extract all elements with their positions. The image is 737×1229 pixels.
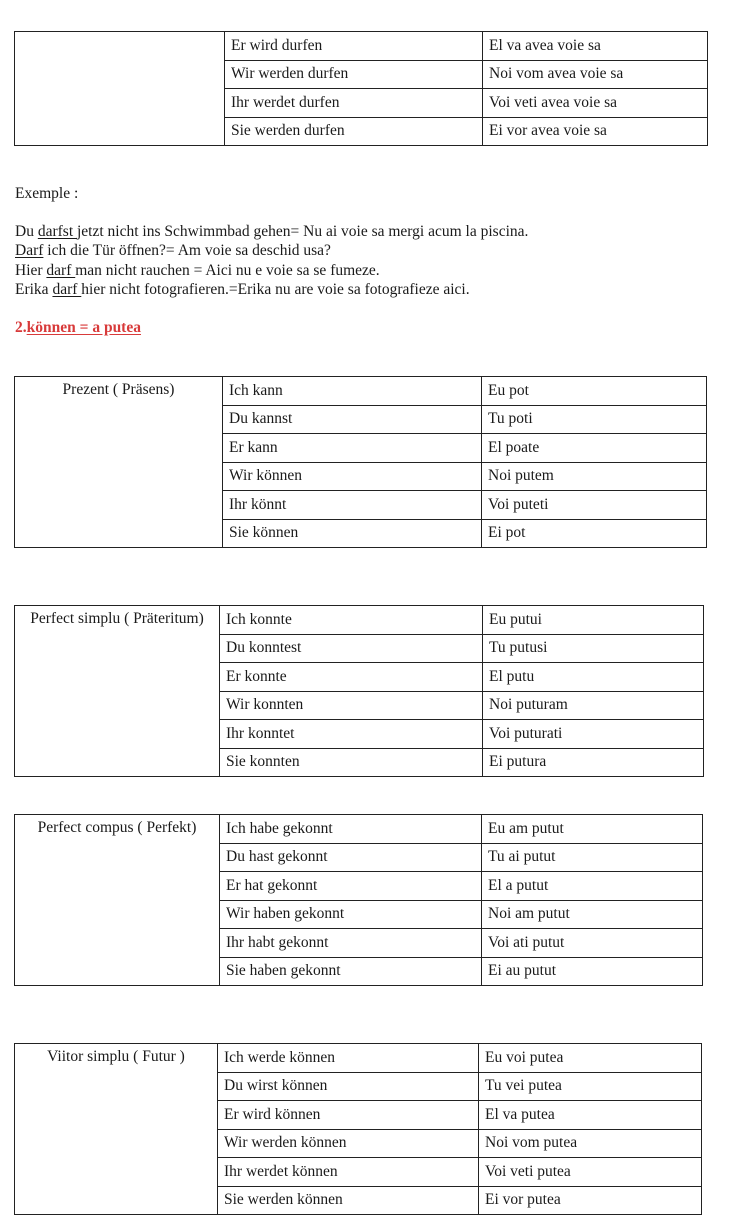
romanian-form: Eu putui bbox=[483, 606, 704, 635]
tense-cell bbox=[15, 32, 225, 146]
section-title: können = a putea bbox=[26, 319, 141, 336]
romanian-form: El putu bbox=[483, 663, 704, 692]
modal-verb: darfst bbox=[37, 223, 77, 240]
examples-heading: Exemple : bbox=[15, 185, 79, 202]
romanian-form: Tu ai putut bbox=[482, 843, 703, 872]
german-form: Du kannst bbox=[223, 405, 482, 434]
romanian-form: Noi puturam bbox=[483, 691, 704, 720]
german-form: Sie konnten bbox=[220, 748, 483, 777]
romanian-form: Eu voi putea bbox=[479, 1044, 702, 1073]
romanian-form: Ei vor avea voie sa bbox=[483, 117, 708, 146]
table-row bbox=[15, 815, 703, 844]
german-form: Sie können bbox=[223, 519, 482, 548]
modal-verb: darf bbox=[46, 262, 76, 279]
section-heading bbox=[15, 318, 141, 337]
german-form: Du wirst können bbox=[218, 1072, 479, 1101]
example-sentence: Du darfst jetzt nicht ins Schwimmbad gehen= Nu ai voie sa mergi acum la piscina. bbox=[15, 223, 529, 240]
romanian-form: El va avea voie sa bbox=[483, 32, 708, 61]
german-form: Ihr könnt bbox=[223, 491, 482, 520]
example-sentence: Hier darf man nicht rauchen = Aici nu e voie sa se fumeze. bbox=[15, 262, 380, 279]
romanian-form: Noi vom avea voie sa bbox=[483, 60, 708, 89]
german-form: Sie werden durfen bbox=[225, 117, 483, 146]
modal-verb: Darf bbox=[15, 242, 44, 259]
romanian-form: Tu vei putea bbox=[479, 1072, 702, 1101]
romanian-form: Noi am putut bbox=[482, 900, 703, 929]
romanian-form: Eu pot bbox=[482, 377, 707, 406]
romanian-form: Noi putem bbox=[482, 462, 707, 491]
romanian-form: Tu putusi bbox=[483, 634, 704, 663]
german-form: Du konntest bbox=[220, 634, 483, 663]
german-form: Wir werden können bbox=[218, 1129, 479, 1158]
romanian-form: Voi puteti bbox=[482, 491, 707, 520]
table-row bbox=[15, 606, 704, 635]
table-row bbox=[15, 32, 708, 61]
german-form: Er wird können bbox=[218, 1101, 479, 1130]
german-form: Ihr werdet können bbox=[218, 1158, 479, 1187]
german-form: Ich habe gekonnt bbox=[220, 815, 482, 844]
german-form: Wir werden durfen bbox=[225, 60, 483, 89]
romanian-form: Ei pot bbox=[482, 519, 707, 548]
romanian-form: El a putut bbox=[482, 872, 703, 901]
prateritum-table bbox=[14, 605, 704, 777]
german-form: Er hat gekonnt bbox=[220, 872, 482, 901]
romanian-form: Voi puturati bbox=[483, 720, 704, 749]
romanian-form: Voi veti putea bbox=[479, 1158, 702, 1187]
german-form: Er wird durfen bbox=[225, 32, 483, 61]
german-form: Du hast gekonnt bbox=[220, 843, 482, 872]
german-form: Ich konnte bbox=[220, 606, 483, 635]
romanian-form: Voi veti avea voie sa bbox=[483, 89, 708, 118]
german-form: Ich kann bbox=[223, 377, 482, 406]
table-row bbox=[15, 1044, 702, 1073]
table-row bbox=[15, 377, 707, 406]
modal-verb: darf bbox=[52, 281, 82, 298]
romanian-form: Voi ati putut bbox=[482, 929, 703, 958]
tense-cell: Prezent ( Präsens) bbox=[15, 377, 223, 548]
german-form: Sie werden können bbox=[218, 1186, 479, 1215]
durfen-futur-table bbox=[14, 31, 708, 146]
german-form: Er konnte bbox=[220, 663, 483, 692]
romanian-form: Eu am putut bbox=[482, 815, 703, 844]
romanian-form: El poate bbox=[482, 434, 707, 463]
romanian-form: Ei au putut bbox=[482, 957, 703, 986]
example-sentence: Erika darf hier nicht fotografieren.=Erika nu are voie sa fotografieze aici. bbox=[15, 281, 470, 298]
section-number: 2. bbox=[15, 319, 27, 336]
romanian-form: Ei putura bbox=[483, 748, 704, 777]
german-form: Ihr habt gekonnt bbox=[220, 929, 482, 958]
futur-table bbox=[14, 1043, 702, 1215]
romanian-form: Noi vom putea bbox=[479, 1129, 702, 1158]
german-form: Wir haben gekonnt bbox=[220, 900, 482, 929]
german-form: Sie haben gekonnt bbox=[220, 957, 482, 986]
perfekt-table bbox=[14, 814, 703, 986]
tense-cell: Perfect simplu ( Präteritum) bbox=[15, 606, 220, 777]
german-form: Ihr werdet durfen bbox=[225, 89, 483, 118]
prezent-table bbox=[14, 376, 707, 548]
german-form: Ihr konntet bbox=[220, 720, 483, 749]
romanian-form: El va putea bbox=[479, 1101, 702, 1130]
german-form: Wir konnten bbox=[220, 691, 483, 720]
example-sentence: Darf ich die Tür öffnen?= Am voie sa deschid usa? bbox=[15, 242, 331, 259]
german-form: Wir können bbox=[223, 462, 482, 491]
german-form: Er kann bbox=[223, 434, 482, 463]
german-form: Ich werde können bbox=[218, 1044, 479, 1073]
romanian-form: Ei vor putea bbox=[479, 1186, 702, 1215]
tense-cell: Perfect compus ( Perfekt) bbox=[15, 815, 220, 986]
romanian-form: Tu poti bbox=[482, 405, 707, 434]
tense-cell: Viitor simplu ( Futur ) bbox=[15, 1044, 218, 1215]
